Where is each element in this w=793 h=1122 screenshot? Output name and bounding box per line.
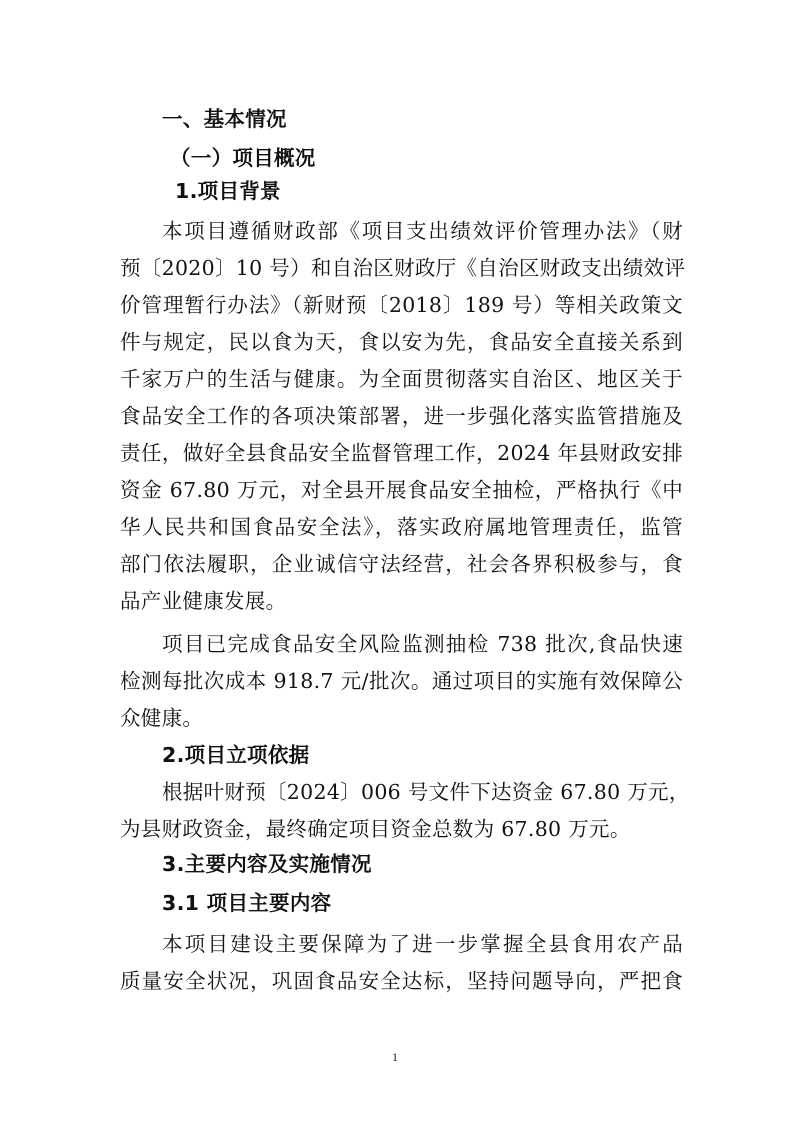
- paragraph-line: 部门依法履职，企业诚信守法经营，社会各界积极参与，食: [120, 552, 683, 576]
- page-number: 1: [392, 1050, 398, 1064]
- paragraph-line: 资金 67.80 万元，对全县开展食品安全抽检，严格执行《中: [120, 478, 683, 502]
- paragraph-line: 众健康。: [120, 706, 204, 730]
- heading-project-main-content: 3.1 项目主要内容: [162, 891, 332, 915]
- section-heading: 一、基本情况: [162, 107, 287, 131]
- paragraph-line: 品产业健康发展。: [120, 589, 287, 613]
- heading-project-basis: 2.项目立项依据: [162, 743, 310, 767]
- paragraph-line: 预〔2020〕10 号）和自治区财政厅《自治区财政支出绩效评: [120, 256, 686, 280]
- paragraph-line: 根据叶财预〔2024〕006 号文件下达资金 67.80 万元，: [162, 780, 690, 804]
- paragraph-line: 千家万户的生活与健康。为全面贯彻落实自治区、地区关于: [120, 367, 683, 391]
- heading-main-content: 3.主要内容及实施情况: [162, 852, 372, 876]
- paragraph-line: 为县财政资金，最终确定项目资金总数为 67.80 万元。: [120, 817, 631, 841]
- paragraph-line: 质量安全状况，巩固食品安全达标，坚持问题导向，严把食: [120, 969, 683, 993]
- paragraph-line: 项目已完成食品安全风险监测抽检 738 批次,食品快速: [162, 632, 683, 656]
- paragraph-line: 检测每批次成本 918.7 元/批次。通过项目的实施有效保障公: [120, 669, 683, 693]
- heading-project-background: 1.项目背景: [175, 179, 281, 203]
- paragraph-line: 华人民共和国食品安全法》，落实政府属地管理责任，监管: [120, 515, 683, 539]
- subsection-heading: （一）项目概况: [170, 146, 316, 170]
- paragraph-line: 价管理暂行办法》（新财预〔2018〕189 号）等相关政策文: [120, 293, 683, 317]
- paragraph-line: 责任，做好全县食品安全监督管理工作，2024 年县财政安排: [120, 441, 683, 465]
- paragraph-line: 本项目遵循财政部《项目支出绩效评价管理办法》（财: [162, 219, 683, 243]
- paragraph-line: 本项目建设主要保障为了进一步掌握全县食用农产品: [162, 932, 683, 956]
- paragraph-line: 件与规定，民以食为天，食以安为先，食品安全直接关系到: [120, 330, 683, 354]
- paragraph-line: 食品安全工作的各项决策部署，进一步强化落实监管措施及: [120, 404, 683, 428]
